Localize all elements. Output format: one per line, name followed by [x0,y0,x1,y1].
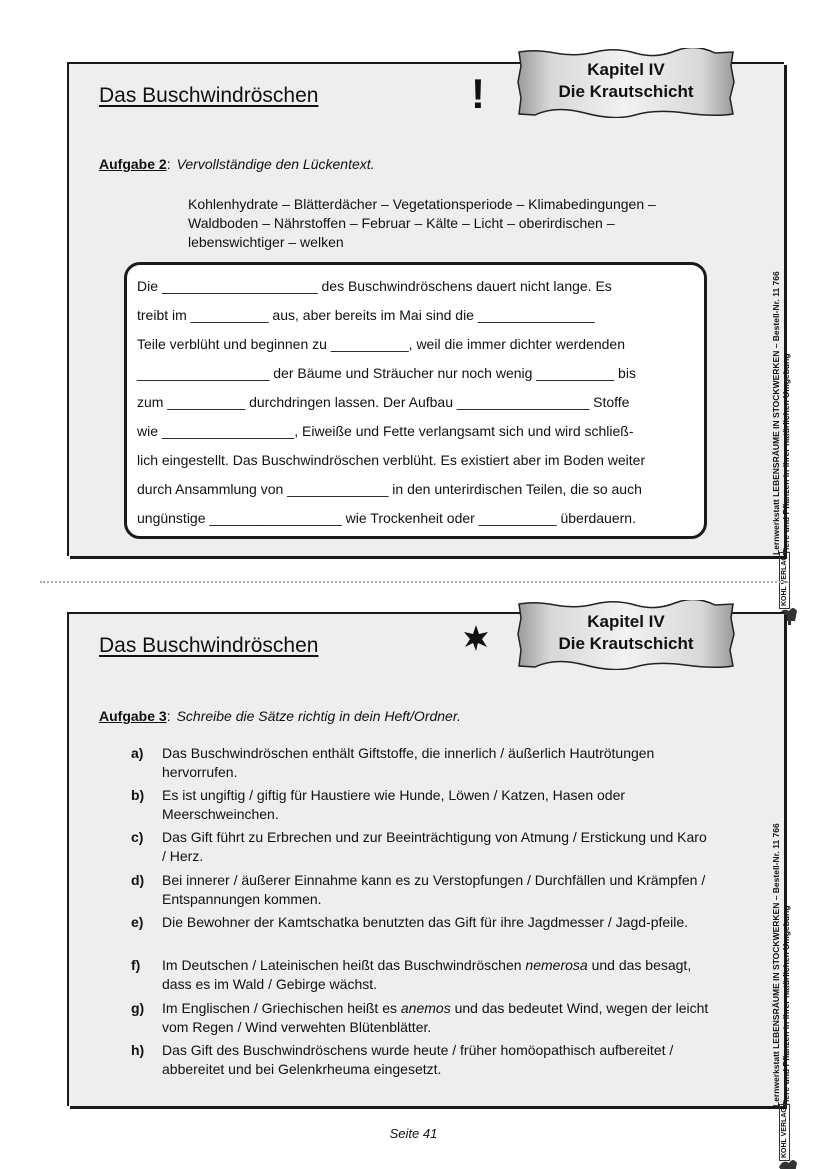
item-letter: d) [131,872,145,888]
cloze-line: zum __________ durchdringen lassen. Der Aufbau _________________ Stoffe [137,394,630,410]
list-item [131,999,711,1039]
sidebar-text: Lernwerkstatt LEBENSRÄUME IN STOCKWERKEN – Bestell-Nr. 11 766 Tiere und Pflanzen in ihrer natürlichen Umgebung [771,823,791,1107]
cloze-line: durch Ansammlung von _____________ in den unterirdischen Teilen, die so auch [137,481,642,497]
item-text: Bei innerer / äußerer Einnahme kann es zu Verstopfungen / Durchfällen und Krämpfen / Entspannungen kommen. [162,872,706,907]
exclamation-icon: ! [471,70,485,117]
cloze-line: Teile verblüht und beginnen zu __________, weil die immer dichter werdenden [137,336,625,352]
cloze-line: _________________ der Bäume und Sträucher nur noch wenig __________ bis [137,365,636,381]
word-bank [188,195,708,252]
chapter-banner [515,48,737,118]
item-text: Es ist ungiftig / giftig für Haustiere wie Hunde, Löwen / Katzen, Hasen oder Meerschweinchen. [162,787,626,822]
publisher-logo [775,1107,807,1169]
word-bank-line: lebenswichtiger – welken [188,234,344,250]
list-item [131,828,711,869]
page-divider [40,581,788,583]
task-heading: Aufgabe 3: Schreibe die Sätze richtig in dein Heft/Ordner. [99,708,461,724]
cloze-text-box [124,262,707,539]
item-letter: b) [131,787,145,803]
latin-name: nemerosa [525,957,588,973]
item-letter: a) [131,745,144,761]
task-label: Aufgabe 3 [99,708,167,724]
list-item [131,744,711,784]
worksheet-card-2 [67,612,784,1106]
word-bank-line: Waldboden – Nährstoffen – Februar – Kälte – Licht – oberirdischen – [188,215,615,231]
cloze-line: lich eingestellt. Das Buschwindröschen verblüht. Es existiert aber im Boden weiter [137,452,646,468]
chapter-banner [515,600,737,670]
list-item [131,956,711,997]
cloze-line: ungünstige _________________ wie Trockenheit oder __________ überdauern. [137,510,636,526]
item-text: Im Englischen / Griechischen heißt es anemos und das bedeutet Wind, wegen der leicht vom Regen / Wind verwehten Blütenblätter. [162,1000,709,1035]
word-bank-line: Kohlenhydrate – Blätterdächer – Vegetationsperiode – Klimabedingungen – [188,196,656,212]
sidebar-text: Lernwerkstatt LEBENSRÄUME IN STOCKWERKEN – Bestell-Nr. 11 766 Tiere und Pflanzen in ihrer natürlichen Umgebung [771,271,791,555]
list-item [131,871,711,911]
worksheet-card-1 [67,62,784,556]
task-heading: Aufgabe 2: Vervollständige den Lückentext. [99,156,375,172]
publisher-name: KOHL VERLAG [779,1104,790,1161]
sidebar-imprint [771,677,807,1158]
banner-subtitle: Die Krautschicht [558,82,694,101]
list-item [131,1041,711,1081]
task-instruction: Schreibe die Sätze richtig in dein Heft/Ordner. [176,708,461,724]
item-text: Das Gift führt zu Erbrechen und zur Beeinträchtigung von Atmung / Erstickung und Karo / Herz. [162,829,707,864]
banner-subtitle: Die Krautschicht [558,634,694,653]
worksheet-title: Das Buschwindröschen [99,84,319,107]
cloze-line: Die ____________________ des Buschwindröschens dauert nicht lange. Es [137,278,612,294]
item-letter: g) [131,1000,145,1016]
page-number: Seite 41 [389,1126,438,1141]
greek-word: anemos [400,1000,451,1016]
list-item [131,913,711,954]
sidebar-imprint [771,125,807,606]
item-letter: f) [131,957,141,973]
item-text: Das Gift des Buschwindröschens wurde heute / früher homöopathisch aufbereitet / abbereitet und bei Gelenkrheuma eingesetzt. [162,1042,674,1077]
banner-chapter: Kapitel IV [587,612,665,631]
task-instruction: Vervollständige den Lückentext. [176,156,375,172]
item-text: Die Bewohner der Kamtschatka benutzten das Gift für ihre Jagdmesser / Jagd-pfeile. [162,914,689,930]
banner-chapter: Kapitel IV [587,60,665,79]
cloze-line: treibt im __________ aus, aber bereits im Mai sind die _______________ [137,307,595,323]
item-letter: c) [131,829,144,845]
item-letter: e) [131,914,144,930]
sentence-list [131,744,711,1083]
list-item [131,786,711,826]
task-label: Aufgabe 2 [99,156,167,172]
item-letter: h) [131,1042,145,1058]
item-text: Das Buschwindröschen enthält Giftstoffe, die innerlich / äußerlich Hautrötungen hervorrufen. [162,745,655,780]
item-text: Im Deutschen / Lateinischen heißt das Buschwindröschen nemerosa und das besagt, dass es im Wald / Gebirge wächst. [162,957,692,992]
publisher-name: KOHL VERLAG [779,552,790,609]
star-icon [463,624,489,652]
worksheet-title: Das Buschwindröschen [99,634,319,657]
cloze-line: wie _________________, Eiweiße und Fette verlangsamt sich und wird schließ- [137,423,634,439]
